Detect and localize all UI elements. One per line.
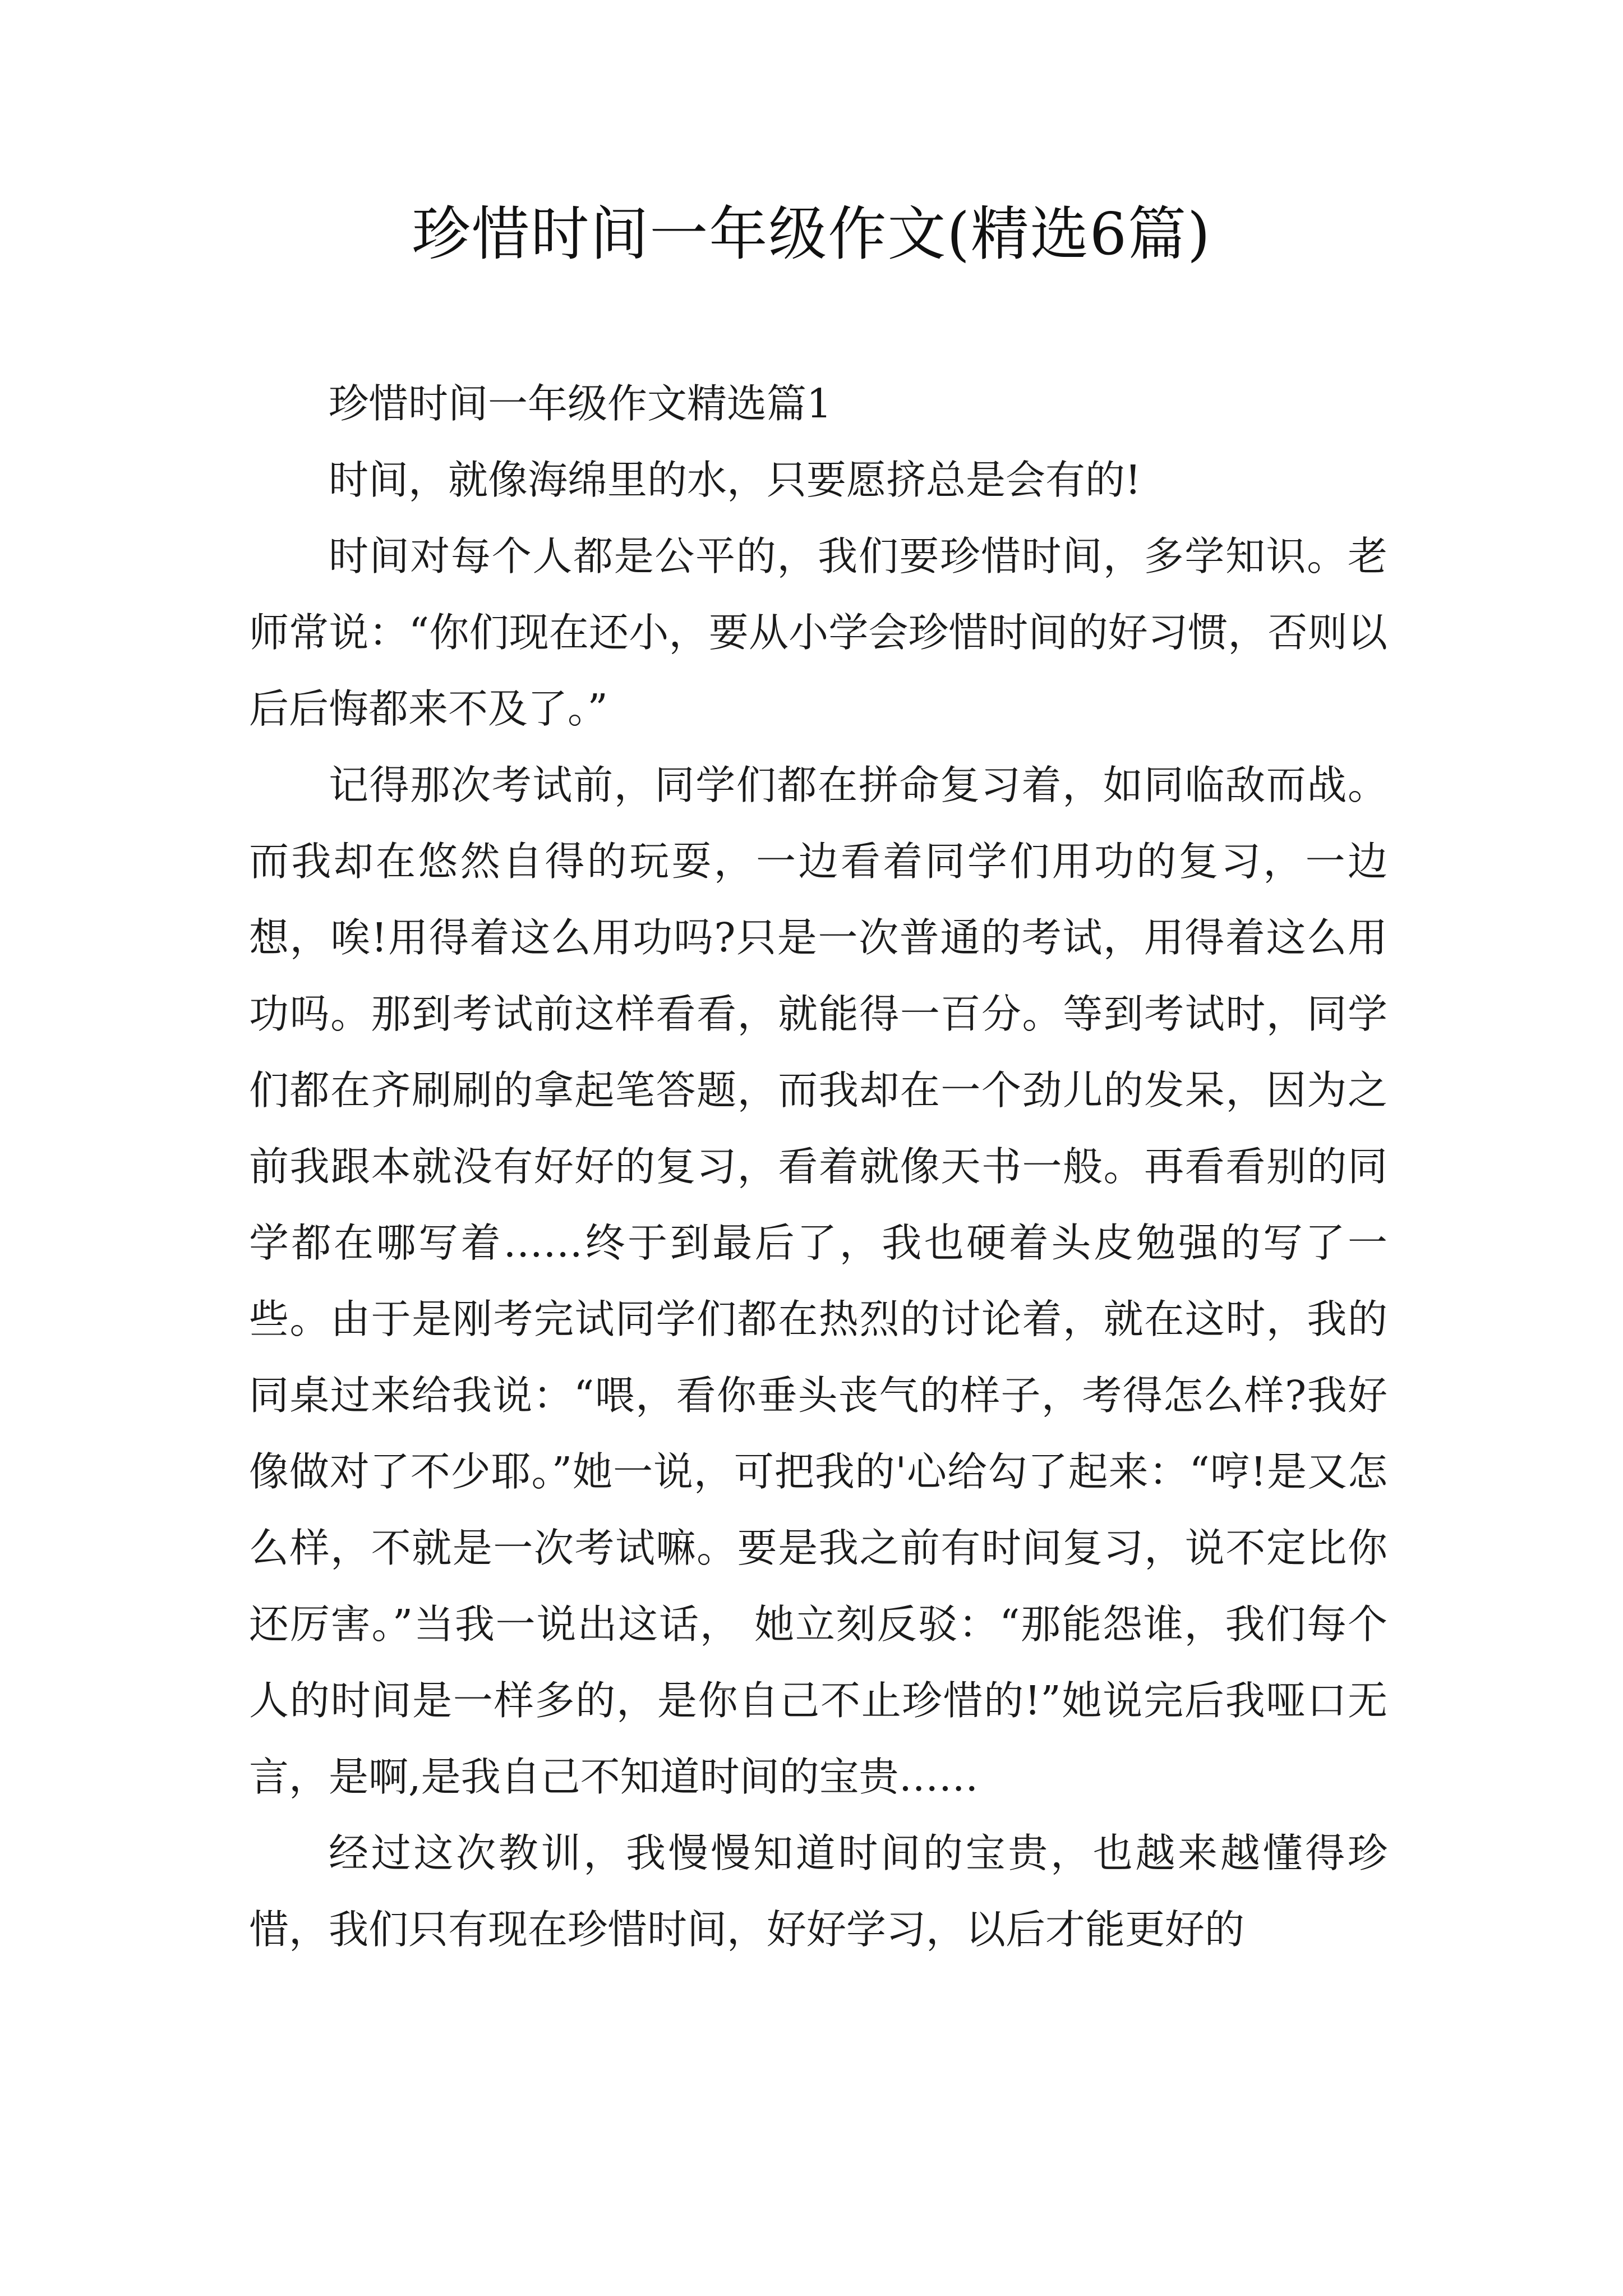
paragraph: 经过这次教训，我慢慢知道时间的宝贵，也越来越懂得珍惜，我们只有现在珍惜时间，好好学习，以后才能更好的 — [249, 1830, 1387, 1953]
section-heading: 珍惜时间一年级作文精选篇1 — [329, 380, 832, 427]
paragraph: 记得那次考试前，同学们都在拼命复习着，如同临敌而战。而我却在悠然自得的玩耍，一边看着同学们用功的复习，一边想，唉!用得着这么用功吗?只是一次普通的考试，用得着这么用功吗。那到考试前这样看看，就能得一百分。等到考试时，同学们都在齐刷刷的拿起笔答题，而我却在一个劲儿的发呆，因为之前我跟本就没有好好的复习，看着就像天书一般。再看看别的同学都在哪写着……终于到最后了，我也硬着头皮勉强的写了一些。由于是刚考完试同学们都在热烈的讨论着，就在这时，我的同桌过来给我说：“喂，看你垂头丧气的样子，考得怎么样?我好像做对了不少耶。”她一说，可把我的'心给勾了起来：“哼!是又怎么样，不就是一次考试嘛。要是我之前有时间复习，说不定比你还厉害。”当我一说出这话， 她立刻反驳：“那能怨谁，我们每个人的时间是一样多的，是你自己不止珍惜的!”她说完后我哑口无言，是啊,是我自己不知道时间的宝贵…… — [249, 762, 1387, 1800]
document-title: 珍惜时间一年级作文(精选6篇) — [412, 200, 1211, 268]
paragraph: 时间对每个人都是公平的，我们要珍惜时间，多学知识。老师常说：“你们现在还小，要从小学会珍惜时间的好习惯，否则以后后悔都来不及了。” — [249, 533, 1387, 732]
document-body — [249, 366, 1387, 1968]
paragraph: 时间，就像海绵里的水，只要愿挤总是会有的! — [329, 457, 1141, 503]
